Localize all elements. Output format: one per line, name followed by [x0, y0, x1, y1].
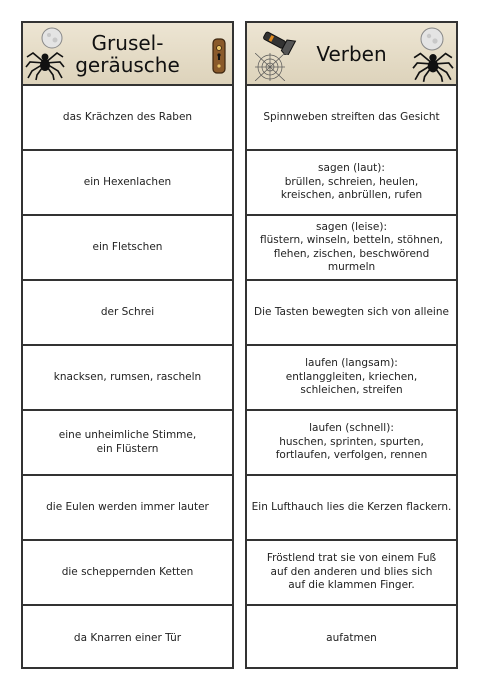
right-cells	[247, 86, 456, 671]
right-cell: Ein Lufthauch lies die Kerzen flackern.	[247, 476, 456, 541]
moon-icon	[41, 27, 63, 49]
cobweb-icon	[255, 53, 285, 81]
right-cell: laufen (langsam): entlanggleiten, kriechen, schleichen, streifen	[247, 346, 456, 411]
spider-icon	[412, 45, 454, 83]
right-column	[245, 21, 458, 669]
left-column	[21, 21, 234, 669]
left-column-title: Grusel- geräusche	[75, 30, 180, 77]
left-cell: die scheppernden Ketten	[23, 541, 232, 606]
left-column-header	[23, 23, 232, 86]
flashlight-icon	[257, 29, 299, 55]
left-cell: da Knarren einer Tür	[73, 631, 182, 644]
right-cell: aufatmen	[326, 631, 377, 644]
right-cell: sagen (leise): flüstern, winseln, betteln, stöhnen, flehen, zischen, beschwörend murmeln	[247, 216, 456, 281]
door-lock-icon	[212, 38, 226, 74]
left-cell: ein Fletschen	[23, 216, 232, 281]
right-cell: laufen (schnell): huschen, sprinten, spurten, fortlaufen, verfolgen, rennen	[247, 411, 456, 476]
left-cells	[23, 86, 232, 671]
left-cell: ein Hexenlachen	[23, 151, 232, 216]
left-cell: die Eulen werden immer lauter	[23, 476, 232, 541]
left-cell: eine unheimliche Stimme, ein Flüstern	[23, 411, 232, 476]
right-cell: sagen (laut): brüllen, schreien, heulen, kreischen, anbrüllen, rufen	[247, 151, 456, 216]
right-cell: Fröstlend trat sie von einem Fuß auf den anderen und blies sich auf die klammen Finger.	[247, 541, 456, 606]
left-cell: knacksen, rumsen, rascheln	[23, 346, 232, 411]
right-column-header	[247, 23, 456, 86]
left-cell: das Krächzen des Raben	[23, 86, 232, 151]
spider-icon	[25, 45, 65, 81]
left-cell: der Schrei	[23, 281, 232, 346]
right-cell: Spinnweben streiften das Gesicht	[247, 86, 456, 151]
right-column-title: Verben	[316, 41, 387, 66]
right-cell: Die Tasten bewegten sich von alleine	[247, 281, 456, 346]
